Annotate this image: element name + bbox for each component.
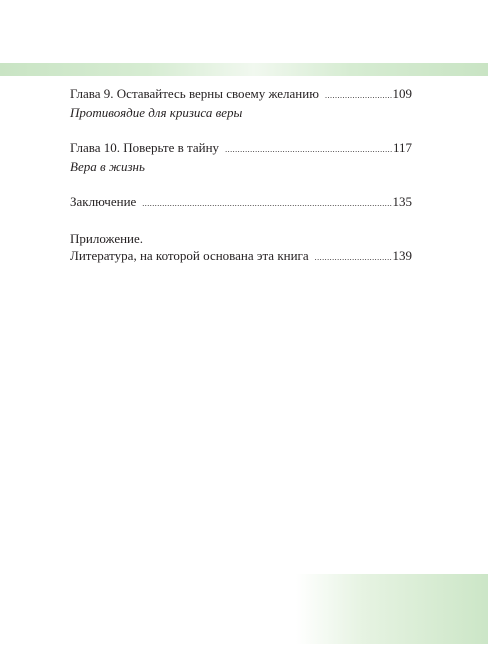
- toc-entry-chapter-10: [70, 139, 412, 175]
- toc-page-number: 117: [392, 140, 412, 155]
- bottom-decorative-block: [296, 574, 488, 644]
- toc-entry-subtitle: Противоядие для кризиса веры: [70, 105, 243, 120]
- dot-leader: [315, 249, 392, 266]
- toc-entry-title: Заключение: [70, 194, 137, 209]
- toc-entry-title: Глава 9. Оставайтесь верны своему желанию: [70, 86, 319, 101]
- table-of-contents: [70, 85, 412, 284]
- toc-page-number: 139: [392, 248, 412, 263]
- toc-entry-subtitle: Вера в жизнь: [70, 159, 145, 174]
- toc-page-number: 109: [392, 86, 412, 101]
- toc-entry-appendix: [70, 230, 412, 266]
- toc-entry-prefix: Приложение.: [70, 231, 144, 246]
- toc-row[interactable]: [70, 139, 412, 158]
- top-decorative-band: [0, 63, 488, 76]
- toc-entry-conclusion: [70, 193, 412, 212]
- toc-entry-title: Литература, на которой основана эта книга: [70, 248, 309, 263]
- toc-row[interactable]: [70, 85, 412, 104]
- toc-entry-title: Глава 10. Поверьте в тайну: [70, 140, 220, 155]
- toc-row[interactable]: [70, 247, 412, 266]
- dot-leader: [325, 87, 392, 104]
- toc-page-number: 135: [392, 194, 412, 209]
- toc-row[interactable]: [70, 193, 412, 212]
- dot-leader: [142, 195, 391, 212]
- dot-leader: [225, 141, 392, 158]
- toc-entry-chapter-9: [70, 85, 412, 121]
